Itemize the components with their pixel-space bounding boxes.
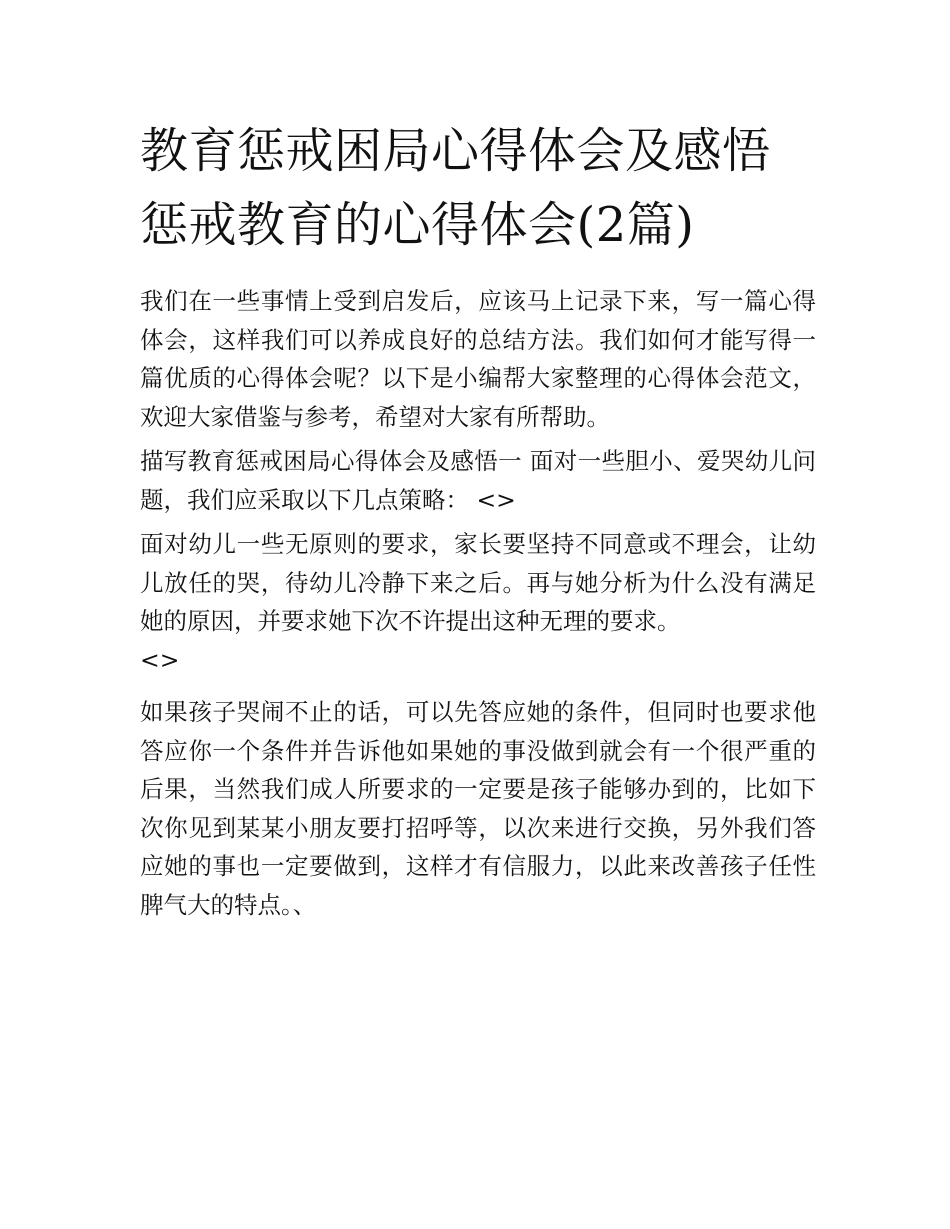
title-line-2: 惩戒教育的心得体会(2篇) bbox=[140, 197, 695, 253]
title-line-1: 教育惩戒困局心得体会及感悟 bbox=[140, 123, 771, 179]
document-body bbox=[140, 282, 816, 924]
marker-paragraph: <> bbox=[140, 645, 180, 674]
intro-paragraph: 我们在一些事情上受到启发后，应该马上记录下来，写一篇心得体会，这样我们可以养成良好的总结方法。我们如何才能写得一篇优质的心得体会呢？以下是小编帮大家整理的心得体会范文，欢迎大家借鉴与参考，希望对大家有所帮助。 bbox=[140, 287, 816, 431]
section-heading-paragraph: 描写教育惩戒困局心得体会及感悟一 面对一些胆小、爱哭幼儿问题，我们应采取以下几点策略： <> bbox=[140, 447, 816, 514]
document-title bbox=[140, 114, 820, 262]
strategy-paragraph-2: 如果孩子哭闹不止的话，可以先答应她的条件，但同时也要求他答应你一个条件并告诉他如果她的事没做到就会有一个很严重的后果，当然我们成人所要求的一定要是孩子能够办到的，比如下次你见到某某小朋友要打招呼等，以次来进行交换，另外我们答应她的事也一定要做到，这样才有信服力，以此来改善孩子任性脾气大的特点。、 bbox=[140, 698, 816, 919]
strategy-paragraph-1: 面对幼儿一些无原则的要求，家长要坚持不同意或不理会，让幼儿放任的哭，待幼儿冷静下来之后。再与她分析为什么没有满足她的原因，并要求她下次不许提出这种无理的要求。 bbox=[140, 530, 816, 635]
